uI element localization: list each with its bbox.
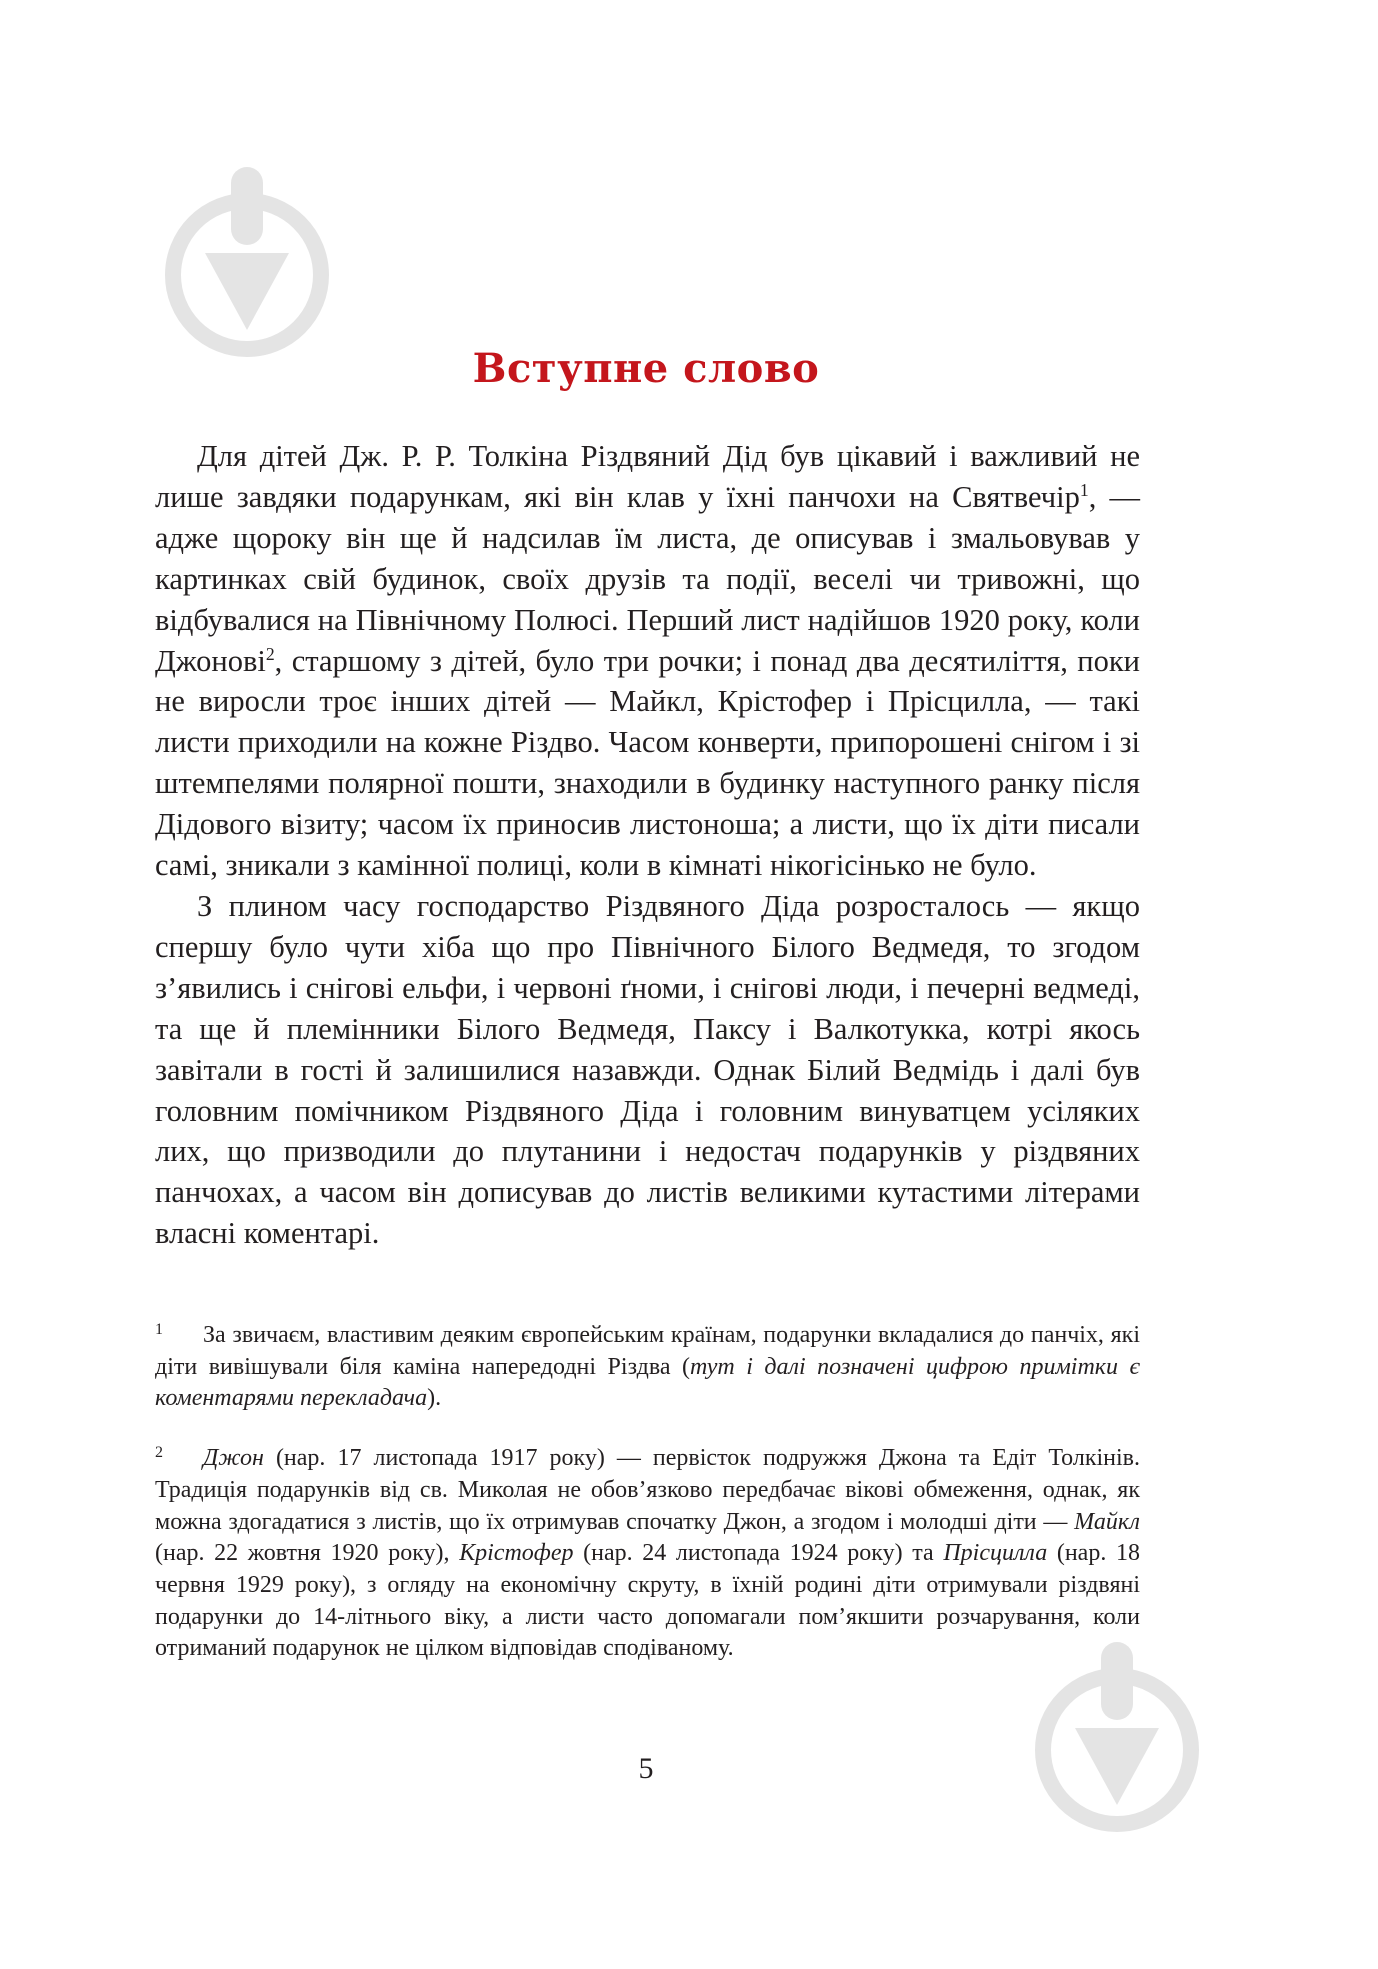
watermark-logo-icon	[1030, 1640, 1205, 1835]
footnote: 2 Джон (нар. 17 листопада 1917 року) — первісток подружжя Джона та Едіт Толкінів. Традиція подарунків від св. Миколая не обов’язково передбачає вікові обмеження, однак, як можна здогадатися з листів, що їх отримував спочатку Джон, а згодом і молодші діти — Майкл (нар. 22 жовтня 1920 року), Крістофер (нар. 24 листопада 1924 року) та Прісцилла (нар. 18 червня 1929 року), з огляду на економічну скруту, в їхній родині діти отримували різдвяні подарунки до 14-літнього віку, а листи часто допомагали пом’якшити розчарування, коли отриманий подарунок не цілком відповідав сподіваному.	[155, 1443, 1140, 1665]
page-title: Вступне слово	[472, 345, 820, 392]
footnote-number: 1	[155, 1321, 163, 1338]
paragraph: З плином часу господарство Різдвяного Діда розросталось — якщо спершу було чути хіба що про Північного Білого Ведмедя, то згодом з’явились і снігові ельфи, і червоні ґноми, і снігові люди, і печерні ведмеді, та ще й племінники Білого Ведмедя, Паксу і Валкотукка, котрі якось завітали в гості й залишилися назавжди. Однак Білий Ведмідь і далі був головним помічником Різдвяного Діда і головним винуватцем усіляких лих, що призводили до плутанини і недостач подарунків у різдвяних панчохах, а часом він дописував до листів великими кутастими літерами власні коментарі.	[155, 888, 1140, 1251]
body-text	[155, 436, 1140, 1254]
paragraph: Для дітей Дж. Р. Р. Толкіна Різдвяний Дід був цікавий і важливий не лише завдяки подарункам, які він клав у їхні панчохи на Святвечір$^1$, — адже щороку він ще й надсилав їм листа, де описував і змальовував у картинках свій будинок, своїх друзів та події, веселі чи тривожні, що відбувалися на Північному Полюсі. Перший лист надійшов 1920 року, коли Джонові$^2$, старшому з дітей, було три рочки; і понад два десятиліття, поки не виросли троє інших дітей — Майкл, Крістофер і Прісцилла, — такі листи приходили на кожне Різдво. Часом конверти, припорошені снігом і зі штемпелями полярної пошти, знаходили в будинку наступного ранку після Дідового візиту; часом їх приносив листоноша; а листи, що їх діти писали самі, зникали з камінної полиці, коли в кімнаті нікогісінько не було.	[155, 439, 1141, 883]
footnote-ref[interactable]: 1	[1079, 479, 1089, 500]
watermark-logo-icon	[160, 165, 335, 360]
footnote: 1 За звичаєм, властивим деяким європейським країнам, подарунки вкладалися до панчіх, які діти вивішували біля каміна напередодні Різдва (тут і далі позначені цифрою примітки є коментарями перекладача).	[155, 1320, 1140, 1415]
page-number: 5	[638, 1752, 654, 1785]
footnotes	[155, 1320, 1140, 1693]
footnote-ref[interactable]: 2	[265, 643, 275, 664]
footnote-number: 2	[155, 1444, 163, 1462]
